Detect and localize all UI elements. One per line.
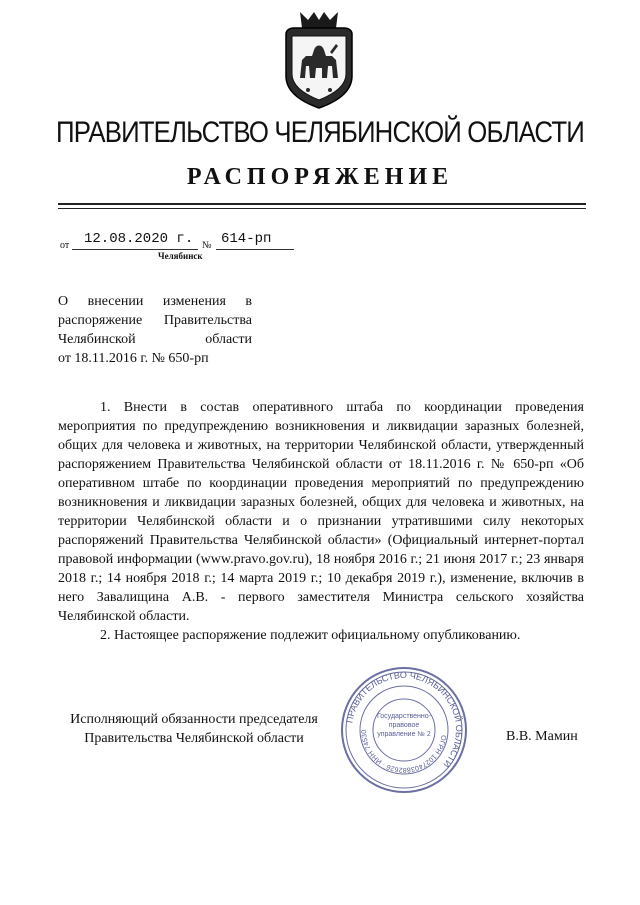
number-prefix: № [202, 240, 212, 251]
government-title: ПРАВИТЕЛЬСТВО ЧЕЛЯБИНСКОЙ ОБЛАСТИ [56, 116, 584, 149]
coat-of-arms-emblem [278, 6, 360, 110]
document-body [58, 398, 584, 645]
document-date: 12.08.2020 г. [84, 231, 194, 247]
signatory-name: В.В. Мамин [506, 729, 578, 744]
subject-line: Челябинской области [58, 332, 252, 347]
signatory-position [64, 710, 324, 748]
date-underline [72, 249, 198, 250]
number-underline [216, 249, 294, 250]
header-rule-thin [58, 208, 586, 209]
header-rule-thick [58, 203, 586, 205]
stamp-codes-text: ОГРН 1027403882626 · ИНН 74530 [360, 729, 447, 774]
document-subject [58, 292, 252, 368]
date-prefix: от [60, 240, 70, 251]
city-label: Челябинск [158, 251, 203, 261]
subject-line: О внесении изменения в [58, 294, 252, 309]
stamp-inner-text: Государственно-правовое управление № 2 [376, 713, 432, 738]
document-number: 614-рп [221, 231, 272, 247]
official-seal-stamp [338, 664, 470, 796]
stamp-outer-text: ПРАВИТЕЛЬСТВО ЧЕЛЯБИНСКОЙ ОБЛАСТИ [344, 669, 465, 770]
registration-line [60, 228, 300, 264]
subject-line: от 18.11.2016 г. № 650-рп [58, 351, 209, 366]
subject-line: распоряжение Правительства [58, 313, 252, 328]
body-paragraph-1: 1. Внести в состав оперативного штаба по координации проведения мероприятия по предупреждению возникновения и ликвидации заразных болезней, общих для человека и животных, на территории Челябинской области, утвержденный распоряжением Правительства Челябинской области от 18.11.2016 г. № 650-рп «Об оперативном штабе по координации проведения мероприятий по предупреждению возникновения и ликвидации заразных болезней, общих для человека и животных, на территории Челябинской области и о признании утратившими силу некоторых распоряжений Правительства Челябинской области» (Официальный интернет-портал правовой информации (www.pravo.gov.ru), 18 ноября 2016 г.; 21 июня 2017 г.; 23 января 2018 г.; 14 ноября 2018 г.; 14 марта 2019 г.; 10 декабря 2019 г.), изменение, включив в него Завалищина А.В. - первого заместителя Министра сельского хозяйства Челябинской области. [58, 400, 584, 624]
body-paragraph-2: 2. Настоящее распоряжение подлежит официальному опубликованию. [100, 628, 521, 643]
position-line: Правительства Челябинской области [84, 731, 304, 746]
document-type: РАСПОРЯЖЕНИЕ [186, 164, 454, 190]
position-line: Исполняющий обязанности председателя [70, 712, 318, 727]
